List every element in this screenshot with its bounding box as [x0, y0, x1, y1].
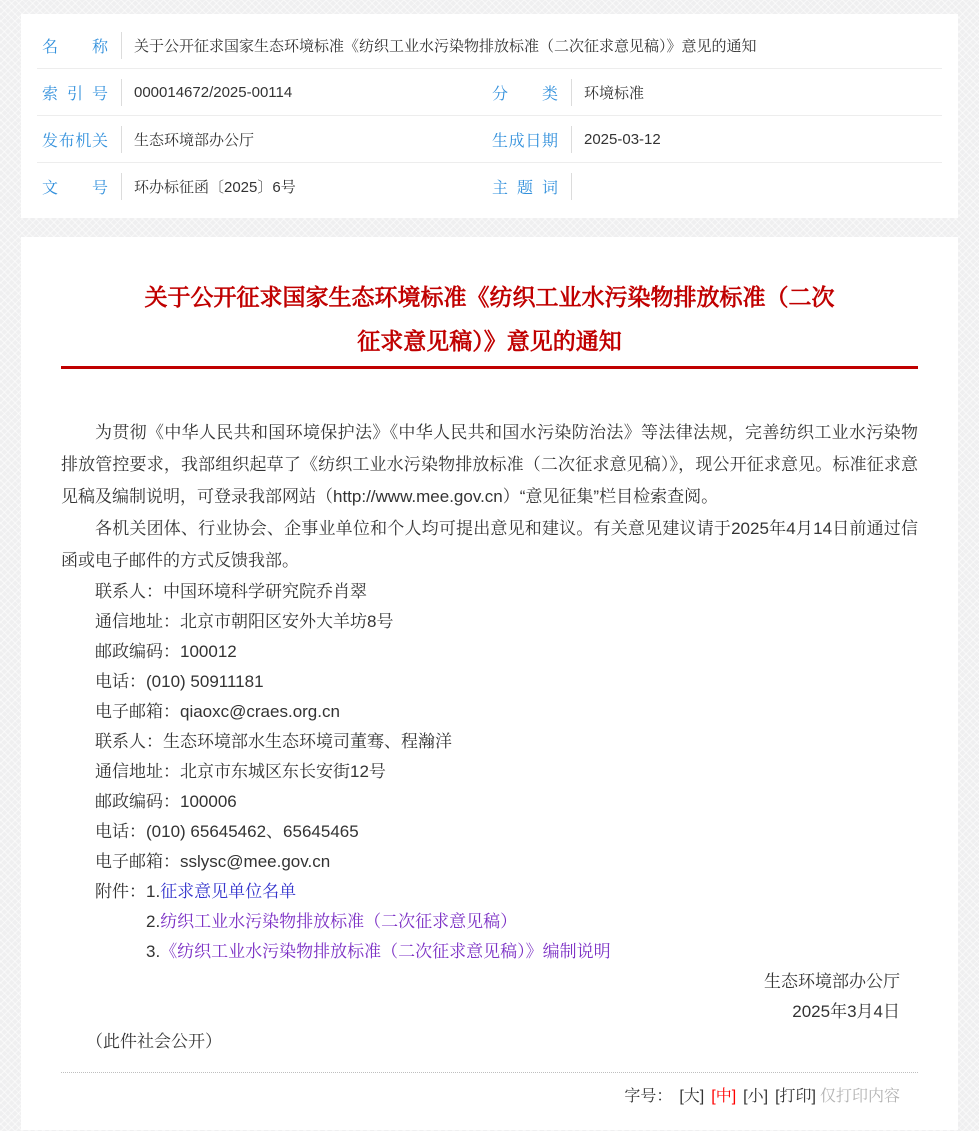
contact-person-2: 联系人：生态环境部水生态环境司董骞、程瀚洋 — [95, 732, 452, 751]
field-divider — [121, 32, 122, 59]
issuer-value: 生态环境部办公厅 — [134, 131, 255, 149]
footer-dotted-divider — [61, 1072, 918, 1073]
category-label: 分类 — [492, 85, 558, 103]
attachments-row-3 — [61, 937, 918, 967]
signature-date: 2025年3月4日 — [792, 1002, 900, 1021]
field-divider — [121, 79, 122, 106]
paragraph-2: 各机关团体、行业协会、企事业单位和个人均可提出意见和建议。有关意见建议请于2025年4月14日前通过信函或电子邮件的方式反馈我部。 — [61, 519, 918, 570]
meta-row-name — [37, 22, 942, 69]
meta-row-docno-subject — [37, 163, 942, 210]
category-field — [487, 79, 942, 106]
gen-date-label: 生成日期 — [492, 132, 558, 150]
index-value: 000014672/2025-00114 — [134, 83, 293, 101]
document-title-line-1: 关于公开征求国家生态环境标准《纺织工业水污染物排放标准（二次 — [144, 284, 835, 310]
print-button[interactable]: [打印] — [775, 1088, 816, 1105]
name-value: 关于公开征求国家生态环境标准《纺织工业水污染物排放标准（二次征求意见稿）》意见的通知 — [134, 37, 757, 55]
font-size-medium-button[interactable]: [中] — [711, 1088, 737, 1105]
paragraph-1: 为贯彻《中华人民共和国环境保护法》《中华人民共和国水污染防治法》等法律法规，完善纺织工业水污染物排放管控要求，我部组织起草了《纺织工业水污染物排放标准（二次征求意见稿）》，现公开征求意见。标准征求意见稿及编制说明，可登录我部网站（http://www.mee.gov.cn）“意见征集”栏目检索查阅。 — [61, 423, 918, 506]
contact-address-1: 通信地址：北京市朝阳区安外大羊坊8号 — [95, 612, 394, 631]
index-label: 索引号 — [42, 85, 108, 103]
contact-postcode-1: 邮政编码：100012 — [95, 642, 237, 661]
field-divider — [121, 173, 122, 200]
field-divider — [571, 126, 572, 153]
font-size-small-button[interactable]: [小] — [743, 1088, 769, 1105]
name-label: 名称 — [42, 38, 108, 56]
attachments-label: 附件： — [95, 882, 146, 901]
document-card — [21, 237, 958, 1130]
doc-no-field — [37, 173, 487, 200]
contact-email-1: 电子邮箱：qiaoxc@craes.org.cn — [95, 702, 340, 721]
attachment-number-3: 3. — [146, 942, 161, 961]
issuer-field — [37, 126, 487, 153]
attachment-number-1: 1. — [146, 882, 161, 901]
font-size-label: 字号： — [624, 1088, 673, 1105]
category-value: 环境标准 — [584, 84, 645, 102]
index-field — [37, 79, 487, 106]
field-divider — [121, 126, 122, 153]
footer-toolbar — [61, 1086, 918, 1108]
field-divider — [571, 79, 572, 106]
attachment-link-3[interactable]: 《纺织工业水污染物排放标准（二次征求意见稿）》编制说明 — [160, 942, 611, 961]
doc-no-value: 环办标征函〔2025〕6号 — [134, 179, 296, 196]
gen-date-field — [487, 126, 942, 153]
attachment-link-1[interactable]: 征求意见单位名单 — [160, 882, 297, 901]
title-red-divider — [61, 366, 918, 369]
contact-address-2: 通信地址：北京市东城区东长安街12号 — [95, 762, 386, 781]
subject-label: 主题词 — [492, 180, 558, 197]
attachments-row-1 — [61, 877, 918, 907]
attachments-row-2 — [61, 907, 918, 937]
attachment-link-2[interactable]: 纺织工业水污染物排放标准（二次征求意见稿） — [160, 912, 518, 931]
meta-row-index-category — [37, 69, 942, 116]
issuer-label: 发布机关 — [42, 132, 108, 150]
contact-postcode-2: 邮政编码：100006 — [95, 792, 237, 811]
field-divider — [571, 173, 572, 200]
meta-row-issuer-date — [37, 116, 942, 163]
name-field — [37, 32, 757, 59]
document-title — [81, 275, 898, 363]
public-disclosure-note: （此件社会公开） — [86, 1032, 222, 1051]
signature-agency: 生态环境部办公厅 — [764, 972, 900, 991]
document-body — [61, 417, 918, 1057]
font-size-large-button[interactable]: [大] — [679, 1088, 705, 1105]
metadata-card — [21, 14, 958, 218]
attachment-number-2: 2. — [146, 912, 161, 931]
doc-no-label: 文号 — [42, 180, 108, 197]
print-note: 仅打印内容 — [819, 1088, 900, 1105]
subject-field — [487, 173, 942, 200]
contact-email-2: 电子邮箱：sslysc@mee.gov.cn — [95, 852, 331, 871]
contact-phone-1: 电话：(010) 50911181 — [95, 672, 264, 691]
contact-person-1: 联系人：中国环境科学研究院乔肖翠 — [95, 582, 367, 601]
gen-date-value: 2025-03-12 — [584, 130, 661, 148]
contact-phone-2: 电话：(010) 65645462、65645465 — [95, 822, 359, 841]
document-title-line-2: 征求意见稿）》意见的通知 — [357, 328, 622, 354]
